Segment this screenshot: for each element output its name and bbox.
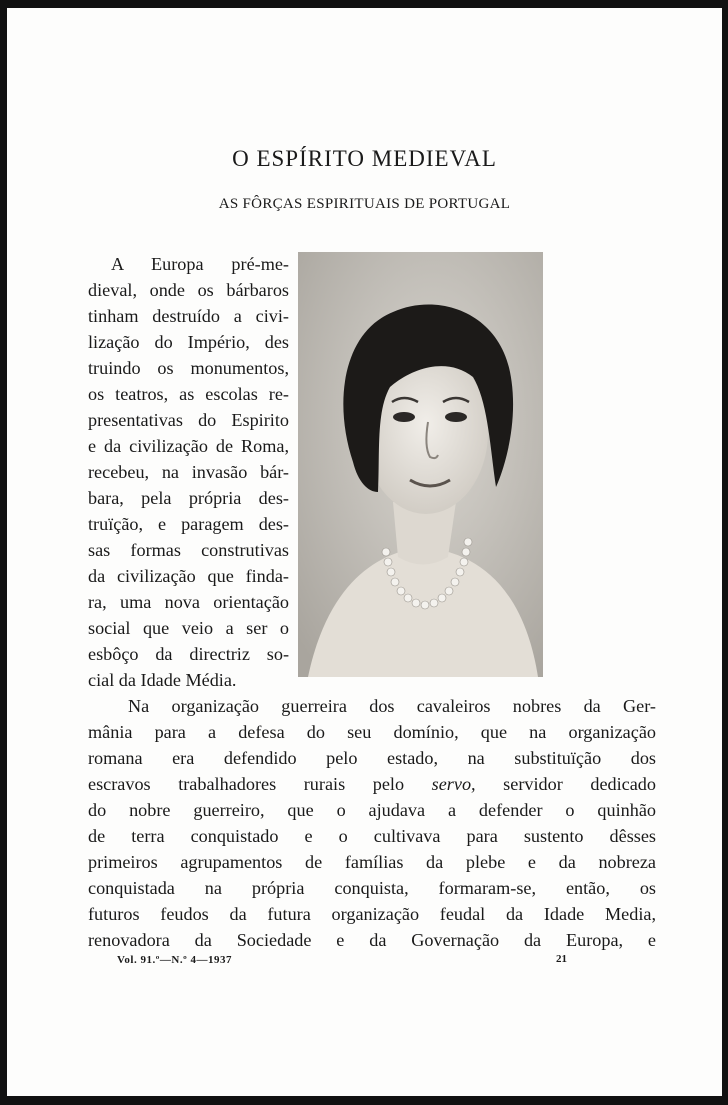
text-line: cial da Idade Média. [88, 670, 237, 690]
text-line: da civilização que finda- [88, 566, 289, 586]
text-line: ra, uma nova orientação [88, 592, 289, 612]
article-subtitle: AS FÔRÇAS ESPIRITUAIS DE PORTUGAL [218, 196, 511, 212]
text-line: truïção, e paragem des- [88, 514, 289, 534]
text-line: A Europa pré-me- [111, 254, 289, 274]
text-line: recebeu, na invasão bár- [88, 462, 289, 482]
text-line: Na organização guerreira dos cavaleiros nobres da Ger- [128, 696, 656, 716]
second-paragraph [88, 693, 656, 953]
text-line: do nobre guerreiro, que o ajudava a defender o quinhão [88, 800, 656, 820]
text-line: presentativas do Espirito [88, 410, 289, 430]
text-line: e da civilização de Roma, [88, 436, 289, 456]
footer-volume: Vol. 91.º—N.º 4—1937 [117, 954, 232, 966]
text-line: os teatros, as escolas re- [88, 384, 289, 404]
text-line: dieval, onde os bárbaros [88, 280, 289, 300]
footer-page-number: 21 [556, 953, 567, 965]
first-paragraph [88, 251, 289, 693]
portrait-right-eye [445, 412, 467, 422]
text-line: renovadora da Sociedade e da Governação da Europa, e [88, 930, 656, 950]
portrait-left-eye [393, 412, 415, 422]
text-line: social que veio a ser o [88, 618, 289, 638]
text-line: mânia para a defesa do seu domínio, que na organização [88, 722, 656, 742]
text-line: primeiros agrupamentos de famílias da plebe e da nobreza [88, 852, 656, 872]
text-line: bara, pela própria des- [88, 488, 289, 508]
emphasis-servo: servo, [431, 774, 476, 794]
portrait-photo [298, 252, 543, 677]
text-line: lização do Império, des [88, 332, 289, 352]
text-line: de terra conquistado e o cultivava para sustento dêsses [88, 826, 656, 846]
text-line: conquistada na própria conquista, formaram-se, então, os [88, 878, 656, 898]
text-line: tinham destruído a civi- [88, 306, 289, 326]
text-line: sas formas construtivas [88, 540, 289, 560]
text-line: futuros feudos da futura organização feudal da Idade Media, [88, 904, 656, 924]
article-title: O ESPÍRITO MEDIEVAL [232, 146, 497, 171]
text-line: escravos trabalhadores rurais pelo servo, servidor dedicado [88, 774, 656, 794]
text-line: romana era defendido pelo estado, na substituïção dos [88, 748, 656, 768]
text-line: truindo os monumentos, [88, 358, 289, 378]
text-line: esbôço da directriz so- [88, 644, 289, 664]
